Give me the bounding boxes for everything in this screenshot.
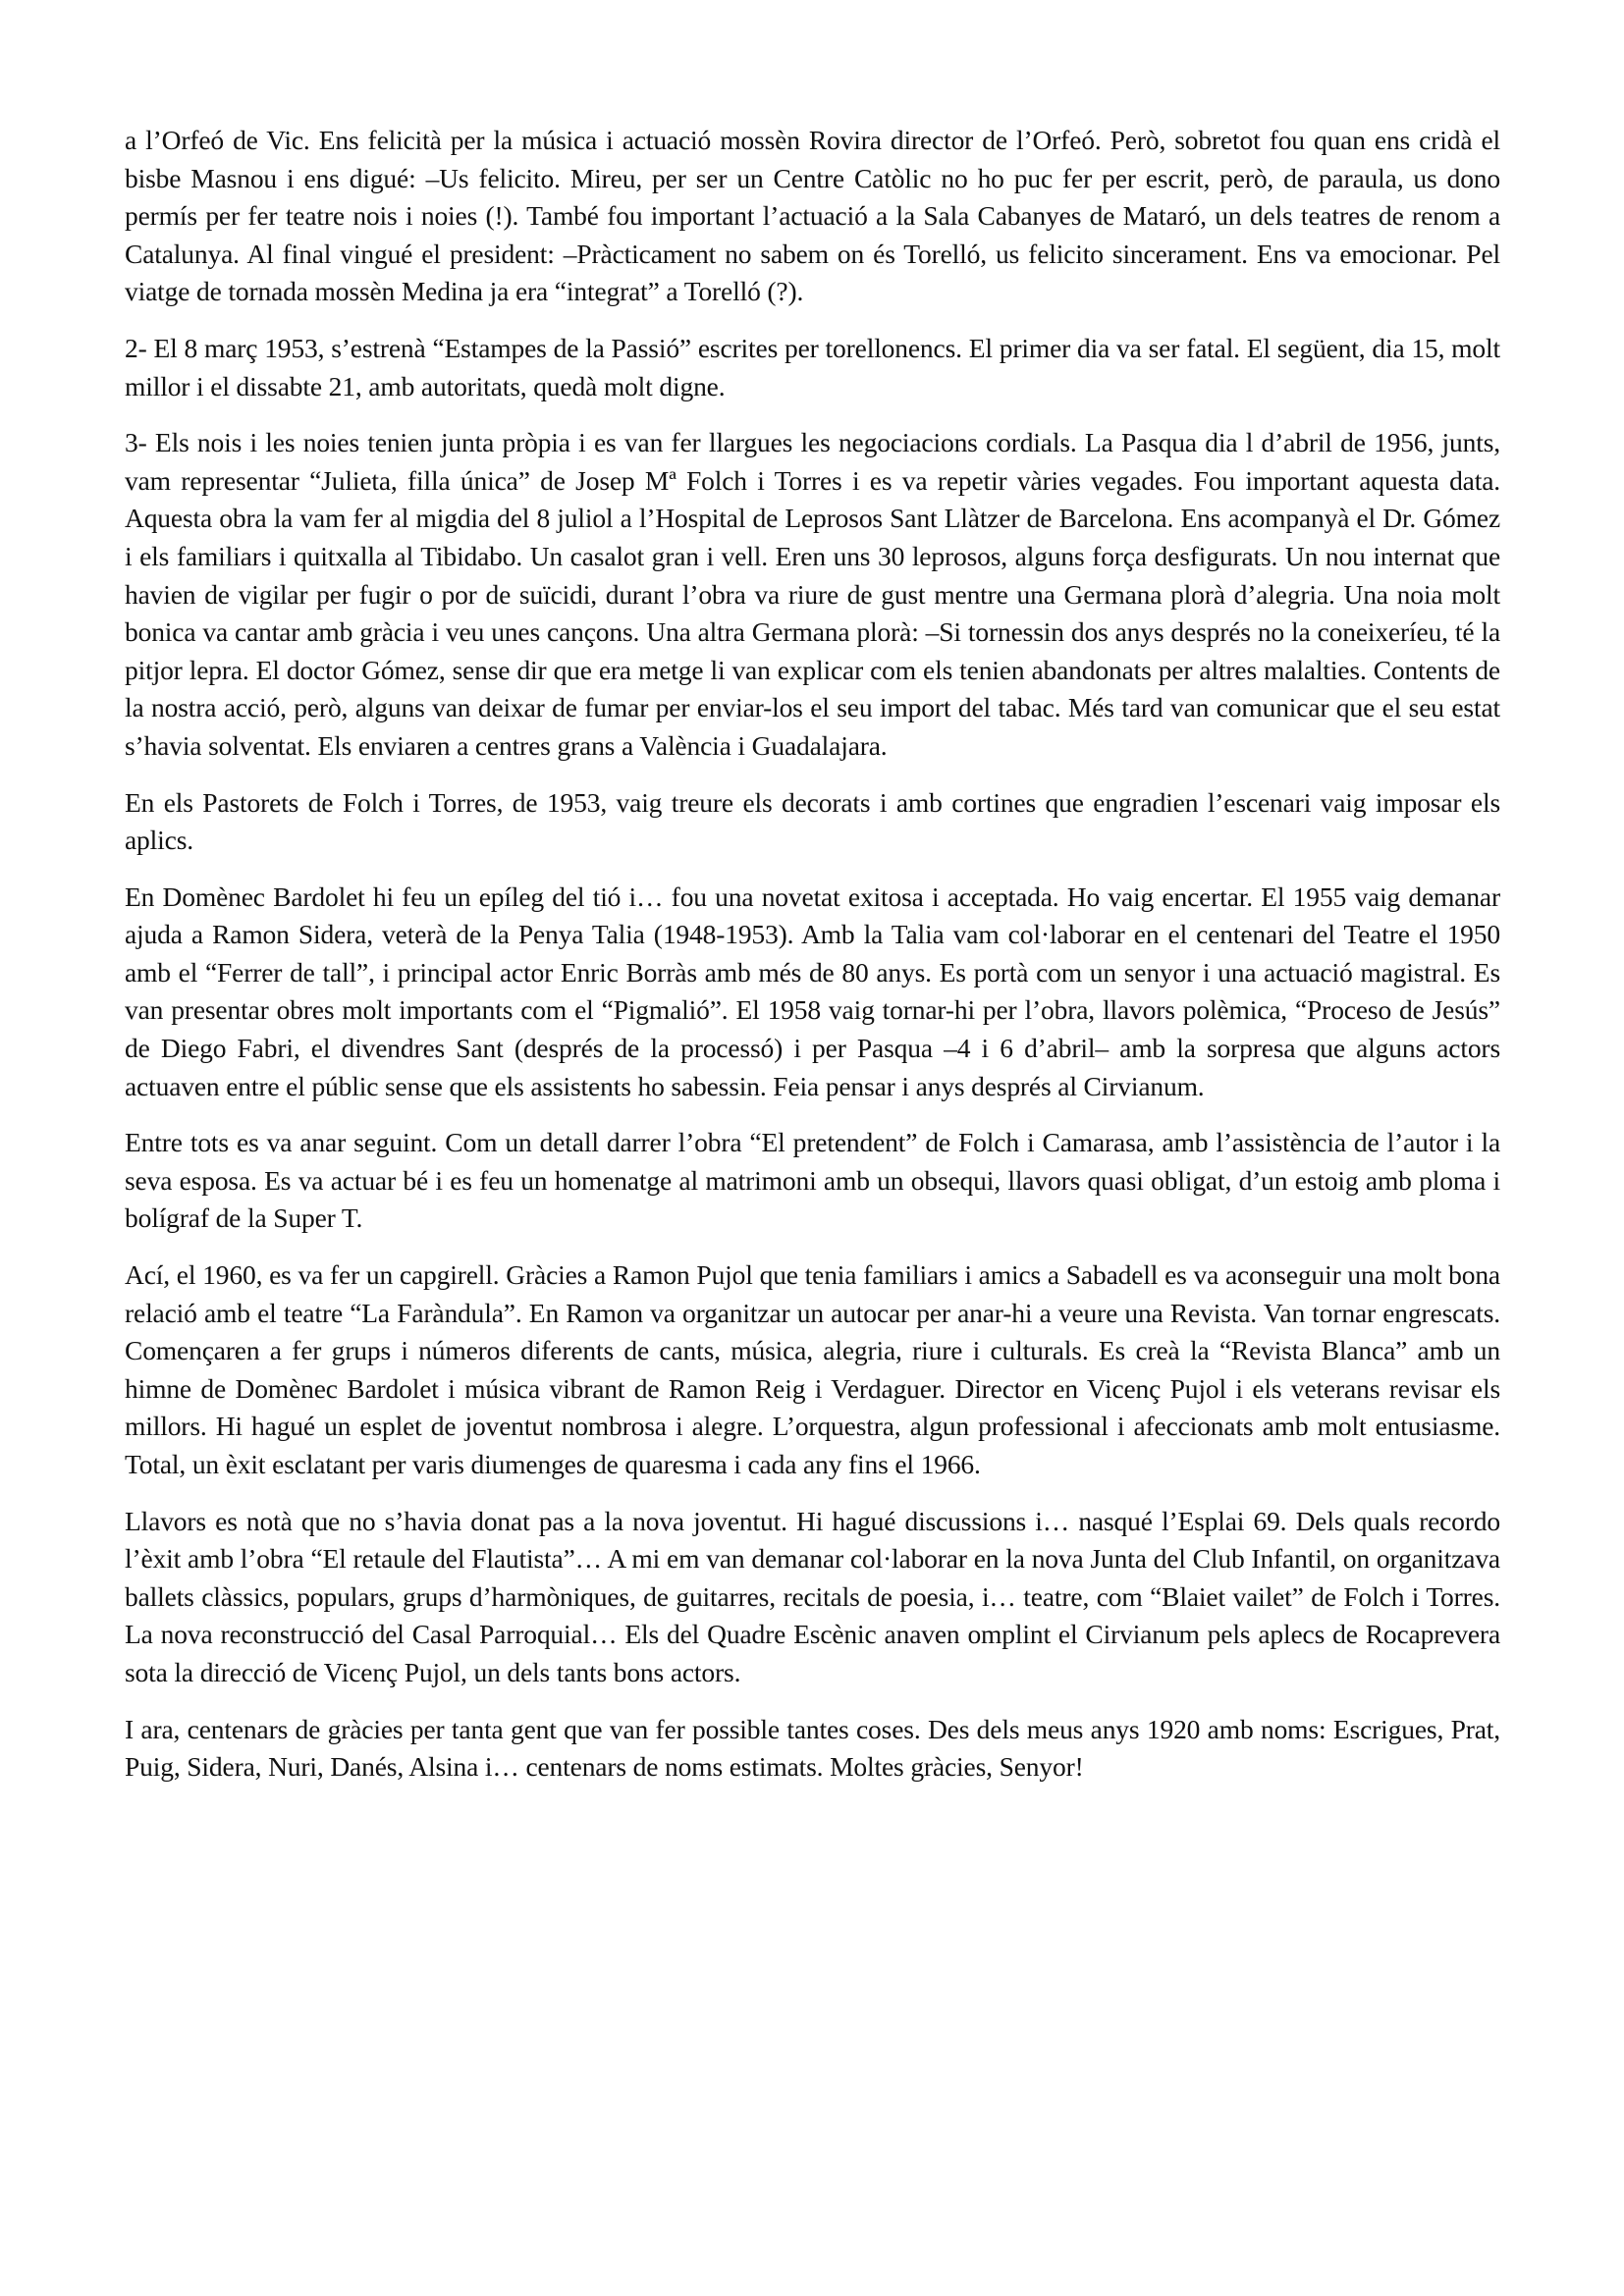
paragraph-orfeo-vic: a l’Orfeó de Vic. Ens felicità per la música i actuació mossèn Rovira director de l’Orfeó. Però, sobretot fou quan ens cridà el bisbe Masnou i ens digué: –Us felicito. Mireu, per ser un Centre Catòlic no ho puc fer per escrit, però, de paraula, us dono permís per fer teatre nois i noies (!). També fou important l’actuació a la Sala Cabanyes de Mataró, un dels teatres de renom a Catalunya. Al final vingué el president: –Pràcticament no sabem on és Torelló, us felicito sincerament. Ens va emocionar. Pel viatge de tornada mossèn Medina ja era “integrat” a Torelló (?).	[125, 125, 1500, 307]
document-page	[125, 122, 1500, 1805]
paragraph-julieta-leprosos: 3- Els nois i les noies tenien junta pròpia i es van fer llargues les negociacions cordials. La Pasqua dia l d’abril de 1956, junts, vam representar “Julieta, filla única” de Josep Mª Folch i Torres i es va repetir vàries vegades. Fou important aquesta data. Aquesta obra la vam fer al migdia del 8 juliol a l’Hospital de Leprosos Sant Llàtzer de Barcelona. Ens acompanyà el Dr. Gómez i els familiars i quitxalla al Tibidabo. Un casalot gran i vell. Eren uns 30 leprosos, alguns força desfigurats. Un nou internat que havien de vigilar per fugir o por de suïcidi, durant l’obra va riure de gust mentre una Germana plorà d’alegria. Una noia molt bonica va cantar amb gràcia i veu unes cançons. Una altra Germana plorà: –Si tornessin dos anys després no la coneixeríeu, té la pitjor lepra. El doctor Gómez, sense dir que era metge li van explicar com els tenien abandonats per altres malalties. Contents de la nostra acció, però, alguns van deixar de fumar per enviar-los el seu import del tabac. Més tard van comunicar que el seu estat s’havia solventat. Els enviaren a centres grans a València i Guadalajara.	[125, 427, 1500, 761]
paragraph-revista-blanca: Ací, el 1960, es va fer un capgirell. Gràcies a Ramon Pujol que tenia familiars i amics a Sabadell es va aconseguir una molt bona relació amb el teatre “La Faràndula”. En Ramon va organitzar un autocar per anar-hi a veure una Revista. Van tornar engrescats. Començaren a fer grups i números diferents de cants, música, alegria, riure i culturals. Es creà la “Revista Blanca” amb un himne de Domènec Bardolet i música vibrant de Ramon Reig i Verdaguer. Director en Vicenç Pujol i els veterans revisar els millors. Hi hagué un esplet de joventut nombrosa i alegre. L’orquestra, algun professional i afeccionats amb molt entusiasme. Total, un èxit esclatant per varis diumenges de quaresma i cada any fins el 1966.	[125, 1259, 1500, 1479]
paragraph-closing-thanks: I ara, centenars de gràcies per tanta gent que van fer possible tantes coses. Des dels meus anys 1920 amb noms: Escrigues, Prat, Puig, Sidera, Nuri, Danés, Alsina i… centenars de noms estimats. Moltes gràcies, Senyor!	[125, 1713, 1500, 1783]
paragraph-el-pretendent: Entre tots es va anar seguint. Com un detall darrer l’obra “El pretendent” de Folch i Camarasa, amb l’assistència de l’autor i la seva esposa. Es va actuar bé i es feu un homenatge al matrimoni amb un obsequi, llavors quasi obligat, d’un estoig amb ploma i bolígraf de la Super T.	[125, 1127, 1500, 1234]
paragraph-pastorets: En els Pastorets de Folch i Torres, de 1953, vaig treure els decorats i amb cortines que engradien l’escenari vaig imposar els aplics.	[125, 786, 1500, 856]
paragraph-bardolet-talia: En Domènec Bardolet hi feu un epíleg del tió i… fou una novetat exitosa i acceptada. Ho vaig encertar. El 1955 vaig demanar ajuda a Ramon Sidera, veterà de la Penya Talia (1948-1953). Amb la Talia vam col·laborar en el centenari del Teatre el 1950 amb el “Ferrer de tall”, i principal actor Enric Borràs amb més de 80 anys. Es portà com un senyor i una actuació magistral. Es van presentar obres molt importants com el “Pigmalió”. El 1958 vaig tornar-hi per l’obra, llavors polèmica, “Proceso de Jesús” de Diego Fabri, el divendres Sant (després de la processó) i per Pasqua –4 i 6 d’abril– amb la sorpresa que alguns actors actuaven entre el públic sense que els assistents ho sabessin. Feia pensar i anys després al Cirvianum.	[125, 881, 1500, 1101]
paragraph-estampes-passio: 2- El 8 març 1953, s’estrenà “Estampes de la Passió” escrites per torellonencs. El primer dia va ser fatal. El següent, dia 15, molt millor i el dissabte 21, amb autoritats, quedà molt digne.	[125, 332, 1500, 401]
paragraph-esplai-69: Llavors es notà que no s’havia donat pas a la nova joventut. Hi hagué discussions i… nasqué l’Esplai 69. Dels quals recordo l’èxit amb l’obra “El retaule del Flautista”… A mi em van demanar col·laborar en la nova Junta del Club Infantil, on organitzava ballets clàssics, populars, grups d’harmòniques, de guitarres, recitals de poesia, i… teatre, com “Blaiet vailet” de Folch i Torres. La nova reconstrucció del Casal Parroquial… Els del Quadre Escènic anaven omplint el Cirvianum pels aplecs de Rocaprevera sota la direcció de Vicenç Pujol, un dels tants bons actors.	[125, 1505, 1500, 1687]
